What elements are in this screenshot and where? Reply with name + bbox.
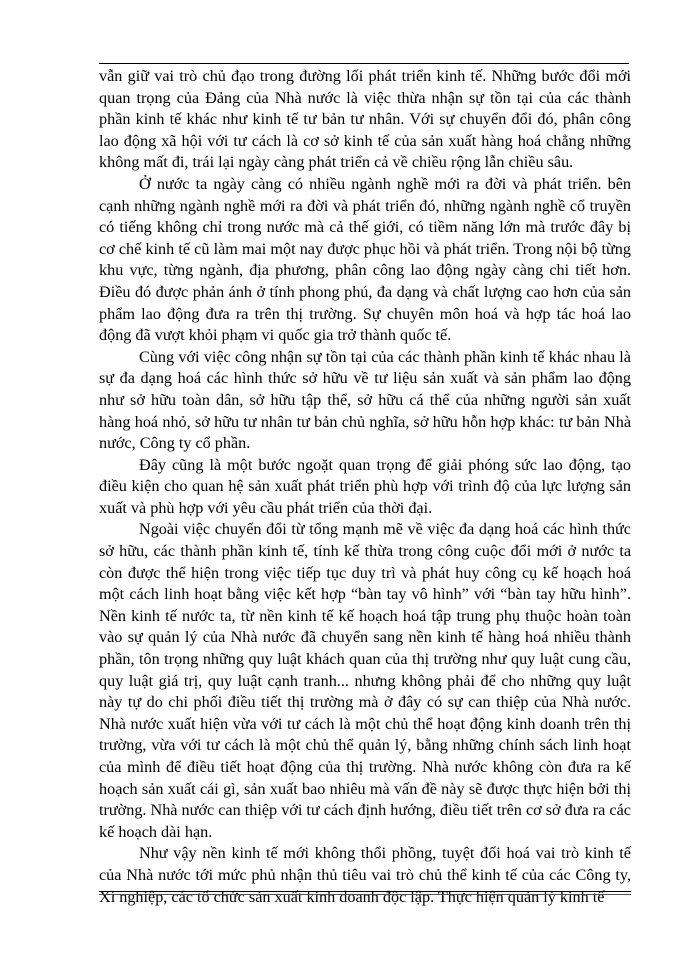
body-text xyxy=(99,66,631,908)
paragraph: Ở nước ta ngày càng có nhiều ngành nghề mới ra đời và phát triển. bên cạnh những ngành nghề mới ra đời và phát triển đó, những ngành nghề cổ truyền có tiếng không chỉ trong nước mà cả thế giới, có tiềm năng lớn mà trước đây bị cơ chế kinh tế cũ làm mai một nay được phục hồi và phát triển. Trong nội bộ từng khu vực, từng ngành, địa phương, phân công lao động ngày càng chi tiết hơn. Điều đó được phản ánh ở tính phong phú, đa dạng và chất lượng cao hơn của sản phẩm lao động đưa ra trên thị trường. Sự chuyên môn hoá và hợp tác hoá lao động đã vượt khỏi phạm vi quốc gia trở thành quốc tế. xyxy=(99,174,631,345)
header-rule xyxy=(99,63,629,64)
paragraph-continuation: vẫn giữ vai trò chủ đạo trong đường lối phát triển kinh tế. Những bước đổi mới quan trọng của Đảng của Nhà nước là việc thừa nhận sự tồn tại của các thành phần kinh tế khác như kinh tế tư bản tư nhân. Với sự chuyển đổi đó, phân công lao động xã hội với tư cách là cơ sở kinh tế của sản xuất hàng hoá chẳng những không mất đi, trái lại ngày càng phát triển cả về chiều rộng lẫn chiều sâu. xyxy=(99,67,631,172)
paragraph: Như vậy nền kinh tế mới không thổi phồng, tuyệt đối hoá vai trò kinh tế của Nhà nước tới mức phủ nhận thủ tiêu vai trò chủ thể kinh tế của các Công ty, Xí nghiệp, các tổ chức sản xuất kinh doanh độc lập. Thực hiện quản lý kinh tế xyxy=(99,844,631,906)
paragraph: Đây cũng là một bước ngoặt quan trọng để giải phóng sức lao động, tạo điều kiện cho quan hệ sản xuất phát triển phù hợp với trình độ của lực lượng sản xuất và phù hợp với yêu cầu phát triển của thời đại. xyxy=(99,455,631,517)
paragraph: Ngoài việc chuyển đổi từ tổng mạnh mẽ về việc đa dạng hoá các hình thức sở hữu, các thành phần kinh tế, tính kế thừa trong công cuộc đổi mới ở nước ta còn được thể hiện trong việc tiếp tục duy trì và phát huy công cụ kế hoạch hoá một cách linh hoạt bằng việc kết hợp “bàn tay vô hình” với “bàn tay hữu hình”. Nền kinh tế nước ta, từ nền kinh tế kế hoạch hoá tập trung phụ thuộc hoàn toàn vào sự quản lý của Nhà nước đã chuyển sang nền kinh tế hàng hoá nhiều thành phần, tôn trọng những quy luật khách quan của thị trường như quy luật cung cầu, quy luật giá trị, quy luật cạnh tranh... nhưng không phải để cho những quy luật này tự do chi phối điều tiết thị trường mà ở đây có sự can thiệp của Nhà nước. Nhà nước xuất hiện vừa với tư cách là một chủ thể hoạt động kinh doanh trên thị trường, vừa với tư cách là một chủ thể quản lý, bằng những chính sách linh hoạt của mình để điều tiết hoạt động của thị trường. Nhà nước không còn đưa ra kế hoạch sản xuất cái gì, sản xuất bao nhiêu mà vấn đề này sẽ được thực hiện bởi thị trường. Nhà nước can thiệp với tư cách định hướng, điều tiết trên cơ sở đưa ra các kế hoạch dài hạn. xyxy=(99,520,631,841)
footer-rule-thin xyxy=(99,894,631,895)
paragraph: Cùng với việc công nhận sự tồn tại của các thành phần kinh tế khác nhau là sự đa dạng hoá các hình thức sở hữu về tư liệu sản xuất và sản phẩm lao động như sở hữu toàn dân, sở hữu tập thể, sở hữu cá thể của những người sản xuất hàng hoá nhỏ, sở hữu tư nhân tư bản chủ nghĩa, sở hữu hỗn hợp khác: tư bản Nhà nước, Công ty cổ phần. xyxy=(99,347,631,453)
footer-rule xyxy=(99,891,631,892)
